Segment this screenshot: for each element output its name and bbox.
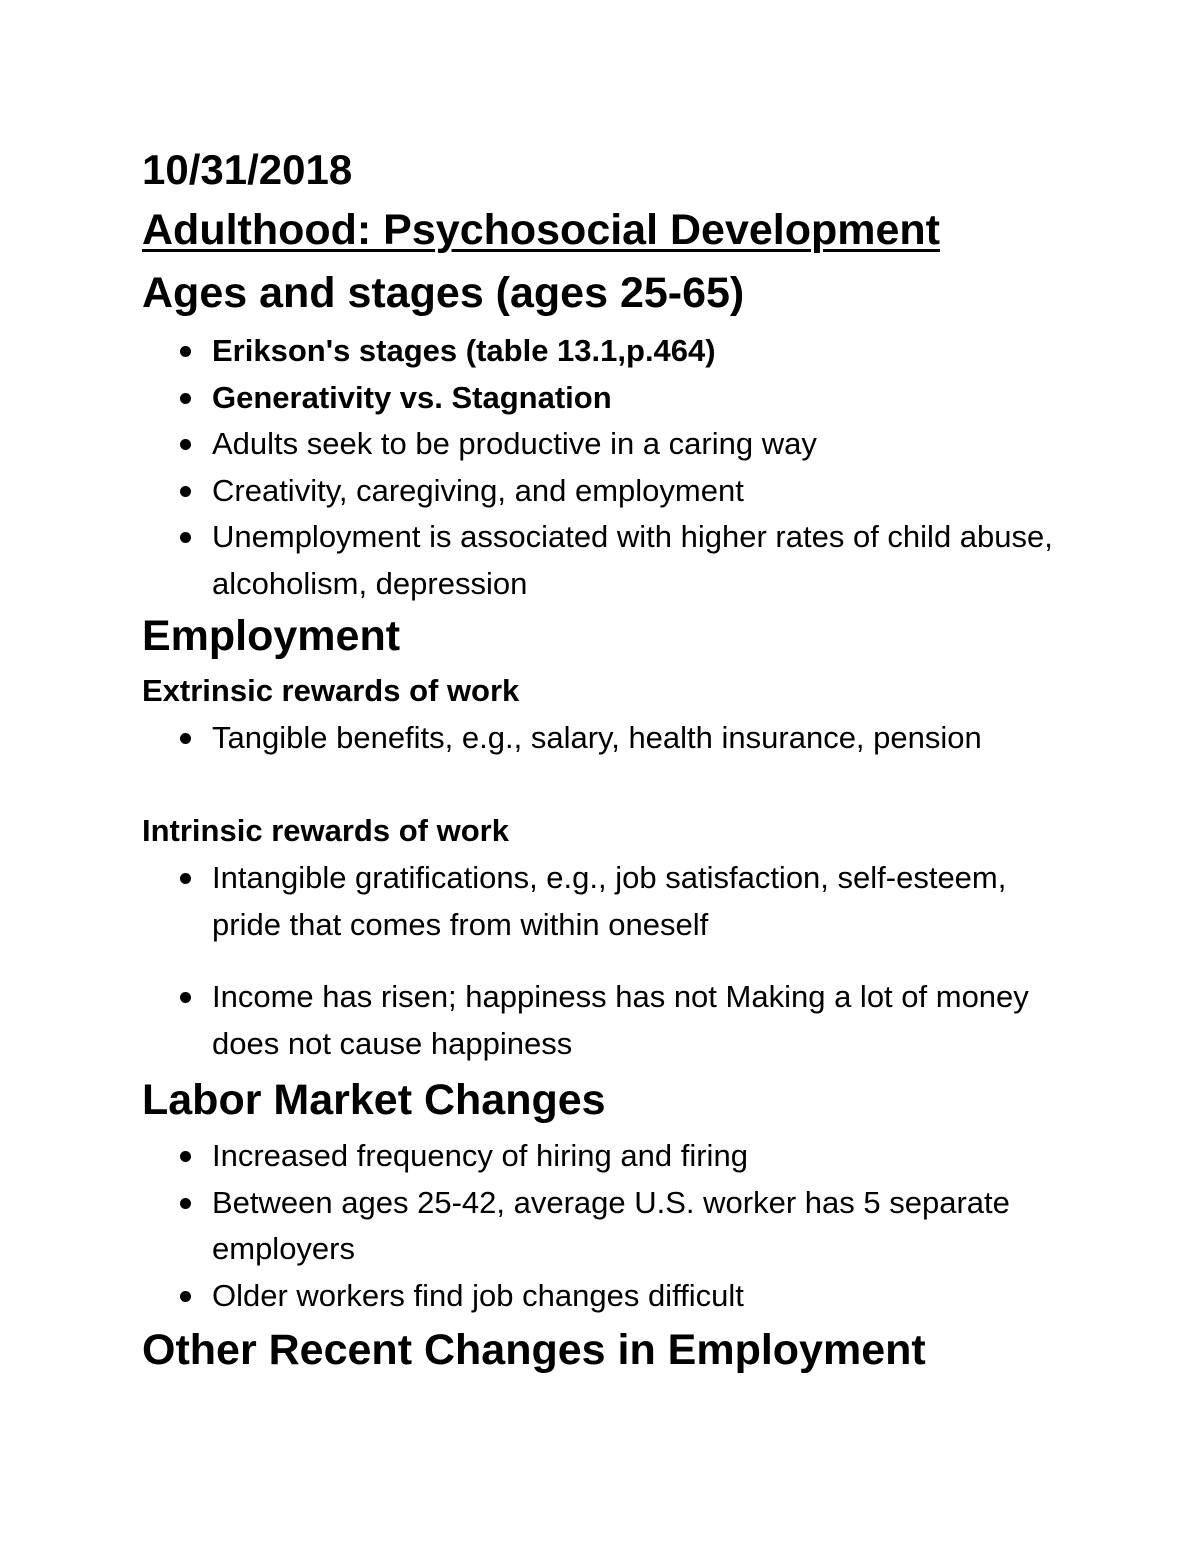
- bullet-icon: [180, 1291, 191, 1302]
- list-item: [142, 421, 1072, 468]
- list-item-text: Adults seek to be productive in a caring way: [212, 426, 817, 461]
- list-item: [142, 514, 1072, 607]
- heading-ages-and-stages: Ages and stages (ages 25-65): [142, 269, 745, 317]
- bullet-icon: [180, 532, 191, 543]
- list-item-text: Between ages 25-42, average U.S. worker has 5 separate employers: [212, 1184, 1010, 1266]
- list-item-text: Erikson's stages (table 13.1,p.464): [212, 333, 716, 368]
- list-item: [142, 1133, 1072, 1180]
- list-item: [142, 328, 1072, 375]
- list-item: [142, 715, 1072, 762]
- list-item: [142, 1180, 1072, 1273]
- heading-employment: Employment: [142, 612, 401, 660]
- list-item-text: Generativity vs. Stagnation: [212, 379, 612, 415]
- subheading-intrinsic-rewards: Intrinsic rewards of work: [142, 813, 509, 848]
- document-title: Adulthood: Psychosocial Development: [142, 206, 940, 254]
- labor-list: [142, 1133, 1102, 1319]
- heading-labor-market-changes: Labor Market Changes: [142, 1076, 606, 1124]
- intrinsic-list: [142, 855, 1102, 1067]
- list-item-text: Increased frequency of hiring and firing: [212, 1138, 748, 1173]
- list-item: [142, 855, 1072, 948]
- list-item-text: Older workers find job changes difficult: [212, 1277, 744, 1313]
- bullet-icon: [180, 1151, 191, 1162]
- ages-list: [142, 328, 1102, 607]
- bullet-icon: [180, 992, 191, 1003]
- bullet-icon: [180, 1198, 191, 1209]
- bullet-icon: [180, 439, 191, 450]
- bullet-icon: [180, 873, 191, 884]
- list-item: [142, 468, 1072, 515]
- list-item: [142, 974, 1072, 1067]
- list-item: [142, 375, 1072, 422]
- bullet-icon: [180, 393, 191, 404]
- subheading-extrinsic-rewards: Extrinsic rewards of work: [142, 673, 520, 708]
- list-item-text: Creativity, caregiving, and employment: [212, 472, 744, 508]
- bullet-icon: [180, 346, 191, 357]
- list-item-text: Intangible gratifications, e.g., job satisfaction, self-esteem, pride that comes from within oneself: [212, 860, 1007, 942]
- list-item: [142, 1273, 1072, 1320]
- heading-other-recent-changes: Other Recent Changes in Employment: [142, 1326, 926, 1374]
- list-item-text: Tangible benefits, e.g., salary, health insurance, pension: [212, 720, 982, 755]
- document-date: 10/31/2018: [142, 146, 353, 193]
- bullet-icon: [180, 486, 191, 497]
- list-item-text: Unemployment is associated with higher rates of child abuse, alcoholism, depression: [212, 519, 1053, 601]
- extrinsic-list: [142, 715, 1102, 762]
- list-item-text: Income has risen; happiness has not Making a lot of money does not cause happiness: [212, 979, 1029, 1061]
- bullet-icon: [180, 733, 191, 744]
